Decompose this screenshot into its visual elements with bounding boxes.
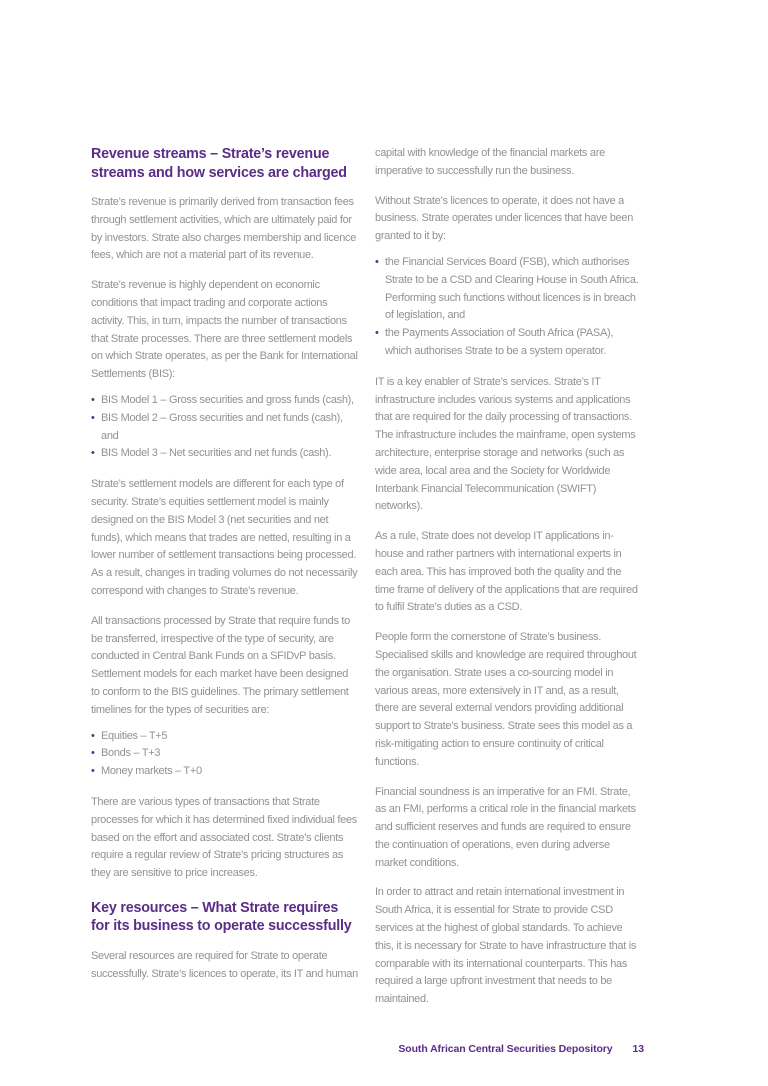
bullet-item: • BIS Model 2 – Gross securities and net funds (cash), and [91, 410, 358, 446]
section-heading: Key resources – What Strate requires for its business to operate successfully [91, 899, 352, 935]
paragraph: IT is a key enabler of Strate’s services. Strate’s IT infrastructure includes various systems and applications that are required for the daily processing of transactions. The infrastructure includes the mainframe, open systems architecture, enterprise storage and networks (such as wide area, local area and the Society for Worldwide Interbank Financial Telecommunication (SWIFT) networks). [375, 375, 636, 513]
bullet-item: • Bonds – T+3 [91, 745, 358, 763]
footer-title: South African Central Securities Depository [398, 1043, 613, 1055]
page-footer [398, 1043, 644, 1055]
paragraph: Several resources are required for Strate to operate successfully. Strate’s licences to operate, its IT and human [91, 949, 358, 980]
bullet-list [91, 728, 358, 781]
bullet-item: • Equities – T+5 [91, 728, 358, 746]
left-column [91, 145, 358, 1021]
bullet-list [375, 254, 642, 361]
paragraph: Strate’s revenue is primarily derived from transaction fees through settlement activities, which are ultimately paid for by investors. Strate also charges membership and licence fees, which are not a material part of its revenue. [91, 196, 357, 262]
bullet-item: • Money markets – T+0 [91, 763, 358, 781]
paragraph: Strate’s settlement models are different for each type of security. Strate’s equities settlement model is mainly designed on the BIS Model 3 (net securities and net funds), which means that trades are netted, resulting in a lower number of settlement transactions being processed. As a result, changes in trading volumes do not necessarily correspond with changes to Strate’s revenue. [91, 478, 358, 597]
bullet-item: • the Payments Association of South Africa (PASA), which authorises Strate to be a system operator. [375, 325, 642, 361]
paragraph: Without Strate’s licences to operate, it does not have a business. Strate operates under licences that have been granted to it by: [375, 194, 634, 243]
footer-page-number: 13 [632, 1043, 644, 1055]
paragraph: As a rule, Strate does not develop IT applications in-house and rather partners with international experts in each area. This has improved both the quality and the time frame of delivery of the applications that are required to fulfil Strate’s duties as a CSD. [375, 530, 638, 614]
bullet-item: • the Financial Services Board (FSB), which authorises Strate to be a CSD and Clearing House in South Africa. Performing such functions without licences is in breach of legislation, and [375, 254, 642, 325]
paragraph: There are various types of transactions that Strate processes for which it has determined fixed individual fees based on the effort and associated cost. Strate’s clients require a regular review of Strate’s pricing structures as they are sensitive to price increases. [91, 795, 358, 880]
paragraph: In order to attract and retain international investment in South Africa, it is essential for Strate to provide CSD services at the highest of global standards. To achieve this, it is necessary for Strate to have infrastructure that is comparable with its international counterparts. This has required a large upfront investment that needs to be maintained. [375, 886, 637, 1006]
paragraph: People form the cornerstone of Strate’s business. Specialised skills and knowledge are required throughout the organisation. Strate uses a co-sourcing model in various areas, more extensively in IT and, as a result, there are several external vendors providing additional support to Strate’s business. Strate sees this model as a risk-mitigating action to ensure continuity of critical functions. [375, 631, 637, 768]
right-column [375, 145, 642, 1021]
page-content [91, 145, 643, 1021]
bullet-list [91, 392, 358, 463]
paragraph: capital with knowledge of the financial markets are imperative to successfully run the business. [375, 147, 605, 177]
bullet-item: • BIS Model 3 – Net securities and net funds (cash). [91, 445, 358, 463]
section-heading: Revenue streams – Strate’s revenue streams and how services are charged [91, 146, 347, 181]
paragraph: Strate’s revenue is highly dependent on economic conditions that impact trading and corporate actions activity. This, in turn, impacts the number of transactions that Strate processes. There are three settlement models on which Strate operates, as per the Bank for International Settlements (BIS): [91, 279, 358, 381]
paragraph: Financial soundness is an imperative for an FMI. Strate, as an FMI, performs a critical role in the financial markets and sufficient reserves and funds are required to ensure the continuation of operations, even during adverse market conditions. [375, 785, 636, 869]
paragraph: All transactions processed by Strate that require funds to be transferred, irrespective of the type of security, are conducted in Central Bank Funds on a SFIDvP basis. Settlement models for each market have been designed to conform to the BIS guidelines. The primary settlement timelines for the types of securities are: [91, 614, 350, 716]
bullet-item: • BIS Model 1 – Gross securities and gross funds (cash), [91, 392, 358, 410]
